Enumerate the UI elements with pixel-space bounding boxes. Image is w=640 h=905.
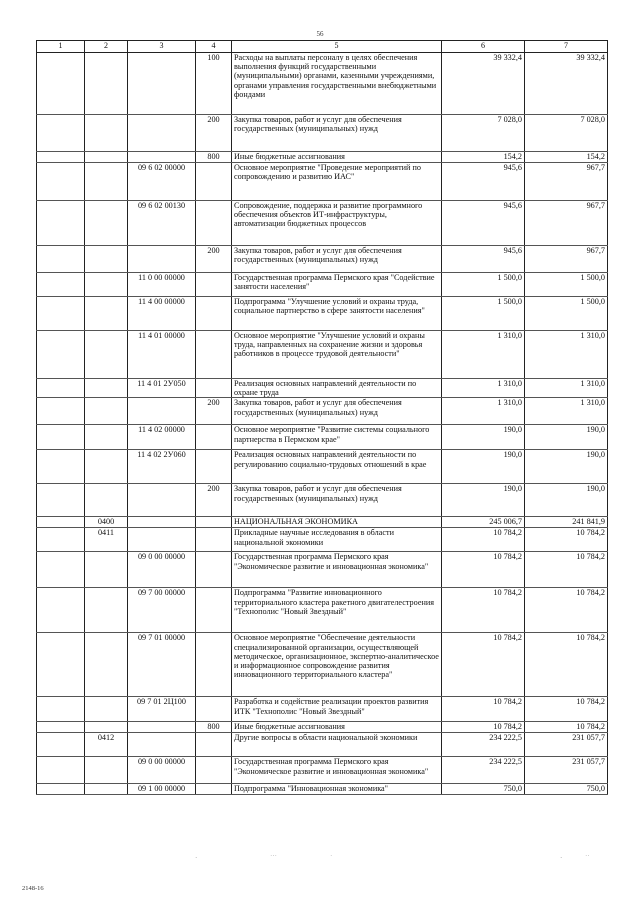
subsection-cell: [85, 163, 128, 201]
amount-cell: 231 057,7: [525, 733, 608, 757]
section-cell: [37, 517, 85, 528]
table-row: [37, 450, 608, 484]
amount-cell: 1 310,0: [442, 331, 525, 379]
amount-cell: 10 784,2: [525, 552, 608, 588]
amount-cell: 1 310,0: [525, 398, 608, 425]
amount-cell: 190,0: [442, 484, 525, 517]
name-cell: Иные бюджетные ассигнования: [232, 152, 442, 163]
page-number: 56: [316, 30, 324, 38]
amount-cell: 10 784,2: [525, 528, 608, 552]
table-row: [37, 722, 608, 733]
amount-cell: 7 028,0: [525, 115, 608, 152]
amount-cell: 10 784,2: [442, 633, 525, 697]
table-row: [37, 528, 608, 552]
amount-cell: 1 500,0: [525, 273, 608, 297]
target-article-cell: [128, 152, 196, 163]
column-header: 3: [128, 41, 196, 53]
subsection-cell: [85, 633, 128, 697]
subsection-cell: [85, 425, 128, 450]
name-cell: Основное мероприятие "Проведение мероприятий по сопровождению и развитию ИАС": [232, 163, 442, 201]
amount-cell: 190,0: [525, 450, 608, 484]
name-cell: Закупка товаров, работ и услуг для обеспечения государственных (муниципальных) нужд: [232, 484, 442, 517]
target-article-cell: 09 0 00 00000: [128, 757, 196, 784]
target-article-cell: 09 7 01 00000: [128, 633, 196, 697]
expense-type-cell: [196, 552, 232, 588]
expense-type-cell: 200: [196, 115, 232, 152]
name-cell: Расходы на выплаты персоналу в целях обеспечения выполнения функций государственными (муниципальными) органами, казенными учреждениями, органами управления государственными внебюджетными фондами: [232, 53, 442, 115]
expense-type-cell: [196, 331, 232, 379]
amount-cell: 1 310,0: [525, 379, 608, 398]
name-cell: Основное мероприятие "Улучшение условий и охраны труда, направленных на сохранение жизни и здоровья работников в процессе трудовой деятельности": [232, 331, 442, 379]
expense-type-cell: 100: [196, 53, 232, 115]
target-article-cell: [128, 115, 196, 152]
subsection-cell: [85, 450, 128, 484]
amount-cell: 1 310,0: [442, 398, 525, 425]
target-article-cell: [128, 722, 196, 733]
subsection-cell: [85, 273, 128, 297]
target-article-cell: 09 1 00 00000: [128, 784, 196, 795]
amount-cell: 154,2: [442, 152, 525, 163]
amount-cell: 154,2: [525, 152, 608, 163]
section-cell: [37, 163, 85, 201]
table-row: [37, 697, 608, 722]
expense-type-cell: 200: [196, 484, 232, 517]
expense-type-cell: [196, 757, 232, 784]
expense-type-cell: 800: [196, 722, 232, 733]
amount-cell: 967,7: [525, 201, 608, 246]
amount-cell: 1 500,0: [525, 297, 608, 331]
target-article-cell: [128, 246, 196, 273]
table-row: [37, 784, 608, 795]
subsection-cell: [85, 152, 128, 163]
name-cell: Прикладные научные исследования в области национальной экономики: [232, 528, 442, 552]
target-article-cell: [128, 528, 196, 552]
expense-type-cell: [196, 697, 232, 722]
amount-cell: 234 222,5: [442, 757, 525, 784]
amount-cell: 1 500,0: [442, 273, 525, 297]
name-cell: Сопровождение, поддержка и развитие программного обеспечения объектов ИТ-инфраструктуры, автоматизации бюджетных процессов: [232, 201, 442, 246]
table-row: [37, 201, 608, 246]
section-cell: [37, 722, 85, 733]
target-article-cell: [128, 484, 196, 517]
target-article-cell: 11 4 02 00000: [128, 425, 196, 450]
amount-cell: 750,0: [525, 784, 608, 795]
table-row: [37, 53, 608, 115]
amount-cell: 39 332,4: [525, 53, 608, 115]
amount-cell: 190,0: [442, 450, 525, 484]
table-row: [37, 517, 608, 528]
amount-cell: 190,0: [525, 484, 608, 517]
subsection-cell: [85, 246, 128, 273]
amount-cell: 10 784,2: [442, 697, 525, 722]
target-article-cell: [128, 398, 196, 425]
table-row: [37, 733, 608, 757]
amount-cell: 10 784,2: [525, 588, 608, 633]
expense-type-cell: 200: [196, 246, 232, 273]
amount-cell: 1 310,0: [442, 379, 525, 398]
target-article-cell: 09 6 02 00130: [128, 201, 196, 246]
target-article-cell: 11 4 01 2У050: [128, 379, 196, 398]
target-article-cell: 11 4 01 00000: [128, 331, 196, 379]
column-header: 4: [196, 41, 232, 53]
subsection-cell: [85, 722, 128, 733]
section-cell: [37, 331, 85, 379]
name-cell: Основное мероприятие "Обеспечение деятельности специализированной организации, осуществляющей методическое, организационное, экспертно-аналитическое и информационное сопровождение развития инновационного территориального кластера": [232, 633, 442, 697]
table-row: [37, 331, 608, 379]
section-cell: [37, 246, 85, 273]
table-row: [37, 273, 608, 297]
expense-type-cell: [196, 517, 232, 528]
subsection-cell: [85, 757, 128, 784]
subsection-cell: 0412: [85, 733, 128, 757]
section-cell: [37, 152, 85, 163]
amount-cell: 1 500,0: [442, 297, 525, 331]
amount-cell: 190,0: [525, 425, 608, 450]
section-cell: [37, 53, 85, 115]
name-cell: Разработка и содействие реализации проектов развития ИТК "Технополис "Новый Звездный": [232, 697, 442, 722]
name-cell: Подпрограмма "Инновационная экономика": [232, 784, 442, 795]
target-article-cell: 09 7 01 2Ц100: [128, 697, 196, 722]
target-article-cell: 11 4 02 2У060: [128, 450, 196, 484]
amount-cell: 967,7: [525, 246, 608, 273]
table-row: [37, 425, 608, 450]
subsection-cell: [85, 552, 128, 588]
expense-type-cell: [196, 201, 232, 246]
table-row: [37, 757, 608, 784]
table-row: [37, 484, 608, 517]
target-article-cell: [128, 733, 196, 757]
expense-type-cell: [196, 784, 232, 795]
column-header: 7: [525, 41, 608, 53]
section-cell: [37, 273, 85, 297]
expense-type-cell: [196, 163, 232, 201]
amount-cell: 10 784,2: [442, 552, 525, 588]
section-cell: [37, 484, 85, 517]
section-cell: [37, 115, 85, 152]
section-cell: [37, 528, 85, 552]
table-row: [37, 115, 608, 152]
name-cell: Государственная программа Пермского края "Экономическое развитие и инновационная экономика": [232, 552, 442, 588]
subsection-cell: [85, 697, 128, 722]
amount-cell: 945,6: [442, 201, 525, 246]
subsection-cell: [85, 115, 128, 152]
name-cell: Государственная программа Пермского края "Экономическое развитие и инновационная экономика": [232, 757, 442, 784]
table-row: [37, 552, 608, 588]
section-cell: [37, 633, 85, 697]
target-article-cell: 09 7 00 00000: [128, 588, 196, 633]
section-cell: [37, 784, 85, 795]
expense-type-cell: [196, 450, 232, 484]
column-header: 1: [37, 41, 85, 53]
amount-cell: 1 310,0: [525, 331, 608, 379]
name-cell: Другие вопросы в области национальной экономики: [232, 733, 442, 757]
amount-cell: 10 784,2: [525, 697, 608, 722]
name-cell: Реализация основных направлений деятельности по охране труда: [232, 379, 442, 398]
subsection-cell: [85, 201, 128, 246]
expense-type-cell: [196, 633, 232, 697]
amount-cell: 10 784,2: [525, 633, 608, 697]
subsection-cell: [85, 398, 128, 425]
amount-cell: 10 784,2: [442, 528, 525, 552]
amount-cell: 7 028,0: [442, 115, 525, 152]
expense-type-cell: 200: [196, 398, 232, 425]
section-cell: [37, 733, 85, 757]
subsection-cell: [85, 297, 128, 331]
name-cell: Закупка товаров, работ и услуг для обеспечения государственных (муниципальных) нужд: [232, 246, 442, 273]
expense-type-cell: [196, 528, 232, 552]
amount-cell: 234 222,5: [442, 733, 525, 757]
section-cell: [37, 379, 85, 398]
expense-type-cell: [196, 379, 232, 398]
amount-cell: 945,6: [442, 246, 525, 273]
amount-cell: 245 006,7: [442, 517, 525, 528]
amount-cell: 10 784,2: [442, 722, 525, 733]
table-header-row: [37, 41, 608, 53]
table-row: [37, 246, 608, 273]
expense-type-cell: [196, 273, 232, 297]
column-header: 2: [85, 41, 128, 53]
expense-type-cell: 800: [196, 152, 232, 163]
column-header: 5: [232, 41, 442, 53]
table-row: [37, 398, 608, 425]
name-cell: НАЦИОНАЛЬНАЯ ЭКОНОМИКА: [232, 517, 442, 528]
amount-cell: 10 784,2: [525, 722, 608, 733]
subsection-cell: [85, 379, 128, 398]
expense-type-cell: [196, 297, 232, 331]
table-row: [37, 163, 608, 201]
target-article-cell: 11 4 00 00000: [128, 297, 196, 331]
name-cell: Государственная программа Пермского края "Содействие занятости населения": [232, 273, 442, 297]
subsection-cell: [85, 588, 128, 633]
amount-cell: 190,0: [442, 425, 525, 450]
section-cell: [37, 297, 85, 331]
table-row: [37, 297, 608, 331]
section-cell: [37, 425, 85, 450]
section-cell: [37, 697, 85, 722]
amount-cell: 241 841,9: [525, 517, 608, 528]
section-cell: [37, 757, 85, 784]
footer-code: 2148-16: [22, 885, 44, 892]
subsection-cell: 0400: [85, 517, 128, 528]
section-cell: [37, 201, 85, 246]
amount-cell: 10 784,2: [442, 588, 525, 633]
amount-cell: 39 332,4: [442, 53, 525, 115]
amount-cell: 231 057,7: [525, 757, 608, 784]
expense-type-cell: [196, 733, 232, 757]
amount-cell: 967,7: [525, 163, 608, 201]
subsection-cell: [85, 484, 128, 517]
expense-type-cell: [196, 425, 232, 450]
table-row: [37, 633, 608, 697]
target-article-cell: 09 0 00 00000: [128, 552, 196, 588]
target-article-cell: 09 6 02 00000: [128, 163, 196, 201]
target-article-cell: [128, 517, 196, 528]
section-cell: [37, 552, 85, 588]
budget-table: [36, 40, 608, 795]
target-article-cell: 11 0 00 00000: [128, 273, 196, 297]
amount-cell: 750,0: [442, 784, 525, 795]
section-cell: [37, 588, 85, 633]
name-cell: Иные бюджетные ассигнования: [232, 722, 442, 733]
subsection-cell: [85, 331, 128, 379]
name-cell: Закупка товаров, работ и услуг для обеспечения государственных (муниципальных) нужд: [232, 115, 442, 152]
name-cell: Подпрограмма "Улучшение условий и охраны труда, социальное партнерство в сфере занятости населения": [232, 297, 442, 331]
name-cell: Подпрограмма "Развитие инновационного территориального кластера ракетного двигателестроения "Технополис "Новый Звездный": [232, 588, 442, 633]
section-cell: [37, 398, 85, 425]
column-header: 6: [442, 41, 525, 53]
subsection-cell: 0411: [85, 528, 128, 552]
expense-type-cell: [196, 588, 232, 633]
subsection-cell: [85, 784, 128, 795]
target-article-cell: [128, 53, 196, 115]
name-cell: Основное мероприятие "Развитие системы социального партнерства в Пермском крае": [232, 425, 442, 450]
name-cell: Реализация основных направлений деятельности по регулированию социально-трудовых отношений в крае: [232, 450, 442, 484]
table-row: [37, 152, 608, 163]
section-cell: [37, 450, 85, 484]
table-row: [37, 379, 608, 398]
amount-cell: 945,6: [442, 163, 525, 201]
table-row: [37, 588, 608, 633]
name-cell: Закупка товаров, работ и услуг для обеспечения государственных (муниципальных) нужд: [232, 398, 442, 425]
scan-artifacts: · ˙˙˙ ˙ · ˙˙: [195, 854, 590, 862]
subsection-cell: [85, 53, 128, 115]
